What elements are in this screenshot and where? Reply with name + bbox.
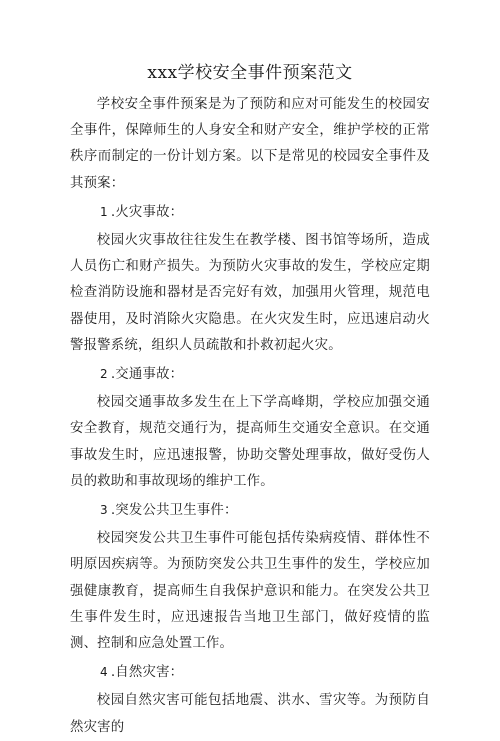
section-number: 4	[100, 665, 108, 680]
section-heading-text: .交通事故：	[110, 367, 184, 383]
section-heading-text: .火灾事故：	[110, 204, 184, 220]
section-heading-natural-disaster	[70, 659, 430, 686]
section-body-traffic: 校园交通事故多发生在上下学高峰期，学校应加强交通安全教育，规范交通行为，提高师生交通安全意识。在交通事故发生时，应迅速报警，协助交警处理事故，做好受伤人员的救助和事故现场的维护工作。	[70, 395, 430, 489]
section-body-natural-disaster: 校园自然灾害可能包括地震、洪水、雪灾等。为预防自然灾害的	[70, 693, 430, 735]
section-number: 2	[100, 367, 108, 382]
intro-paragraph: 学校安全事件预案是为了预防和应对可能发生的校园安全事件，保障师生的人身安全和财产安全，维护学校的正常秩序而制定的一份计划方案。以下是常见的校园安全事件及其预案：	[70, 97, 430, 191]
section-heading-text: .自然灾害：	[110, 665, 184, 681]
section-heading-text: .突发公共卫生事件：	[110, 503, 238, 519]
section-heading-traffic	[70, 361, 430, 388]
document-title: xxx学校安全事件预案范文	[147, 63, 353, 83]
section-number: 1	[100, 204, 108, 219]
section-body-fire: 校园火灾事故往往发生在教学楼、图书馆等场所，造成人员伤亡和财产损失。为预防火灾事故的发生，学校应定期检查消防设施和器材是否完好有效，加强用火管理，规范电器使用，及时消除火灾隐患。在火灾发生时，应迅速启动火警报警系统，组织人员疏散和扑救初起火灾。	[70, 233, 430, 353]
section-heading-fire	[70, 199, 430, 226]
section-number: 3	[100, 503, 108, 518]
section-heading-public-health	[70, 497, 430, 524]
section-body-public-health: 校园突发公共卫生事件可能包括传染病疫情、群体性不明原因疾病等。为预防突发公共卫生事件的发生，学校应加强健康教育，提高师生自我保护意识和能力。在突发公共卫生事件发生时，应迅速报告当地卫生部门，做好疫情的监测、控制和应急处置工作。	[70, 531, 430, 652]
